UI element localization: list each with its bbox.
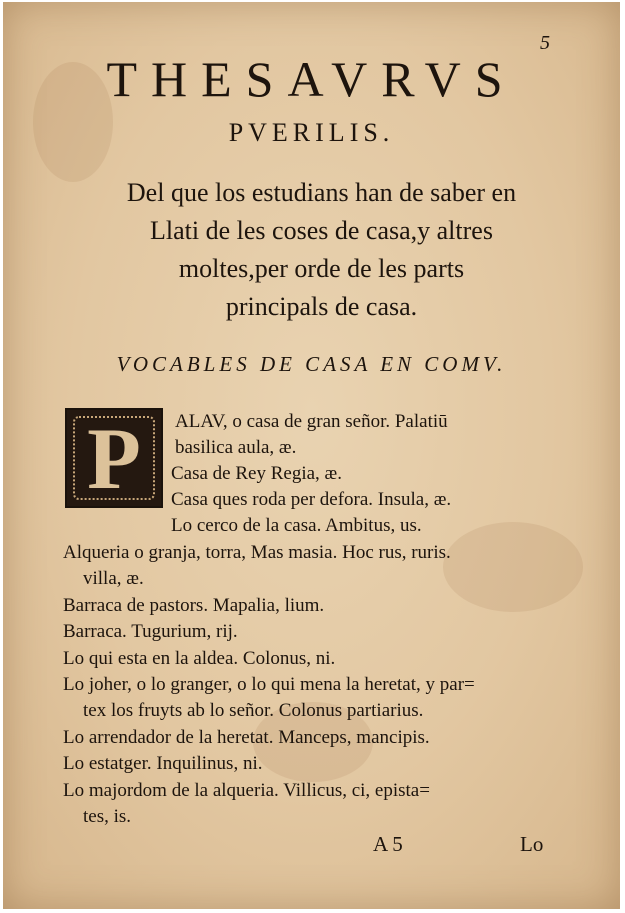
title-line-1: THESAVRVS <box>106 51 517 107</box>
entry-line: Lo qui esta en la aldea. Colonus, ni. <box>63 648 336 669</box>
entry-line: tes, is. <box>83 806 132 827</box>
entry-line: Lo majordom de la alqueria. Villicus, ci, epista= <box>63 780 430 801</box>
decorated-initial <box>65 408 163 508</box>
entry-line: Lo joher, o lo granger, o lo qui mena la heretat, y par= <box>63 674 475 695</box>
entry-line: Alqueria o granja, torra, Mas masia. Hoc rus, ruris. <box>63 542 451 563</box>
book-page <box>3 2 620 909</box>
entry-line: tex los fruyts ab lo señor. Colonus partiarius. <box>83 700 424 721</box>
entry-line: basilica aula, æ. <box>175 437 297 458</box>
entry-line: Lo cerco de la casa. Ambitus, us. <box>171 515 422 536</box>
initial-letter: P <box>87 411 141 508</box>
title-line-2: PVERILIS. <box>228 118 395 147</box>
entry-line: villa, æ. <box>83 568 144 589</box>
subtitle <box>63 174 580 326</box>
entry-line: ALAV, o casa de gran señor. Palatiū <box>175 411 448 432</box>
folio-number: 5 <box>540 32 550 54</box>
entry-line: Lo arrendador de la heretat. Manceps, mancipis. <box>63 727 430 748</box>
catchword: Lo <box>520 832 544 856</box>
subtitle-line: principals de casa. <box>225 292 418 321</box>
entry-line: Lo estatger. Inquilinus, ni. <box>63 753 263 774</box>
entry-line: Barraca de pastors. Mapalia, lium. <box>63 595 325 616</box>
entry-line: Casa de Rey Regia, æ. <box>171 463 342 484</box>
entry-line: Casa ques roda per defora. Insula, æ. <box>171 489 452 510</box>
subtitle-line: Llati de les coses de casa,y altres <box>150 216 493 245</box>
subtitle-line: moltes,per orde de les parts <box>178 254 465 283</box>
signature-mark: A 5 <box>373 832 403 856</box>
paper-stain <box>443 522 583 612</box>
subtitle-line: Del que los estudians han de saber en <box>126 178 517 207</box>
entry-line: Barraca. Tugurium, rij. <box>63 621 238 642</box>
section-heading: VOCABLES DE CASA EN COMV. <box>116 352 507 376</box>
